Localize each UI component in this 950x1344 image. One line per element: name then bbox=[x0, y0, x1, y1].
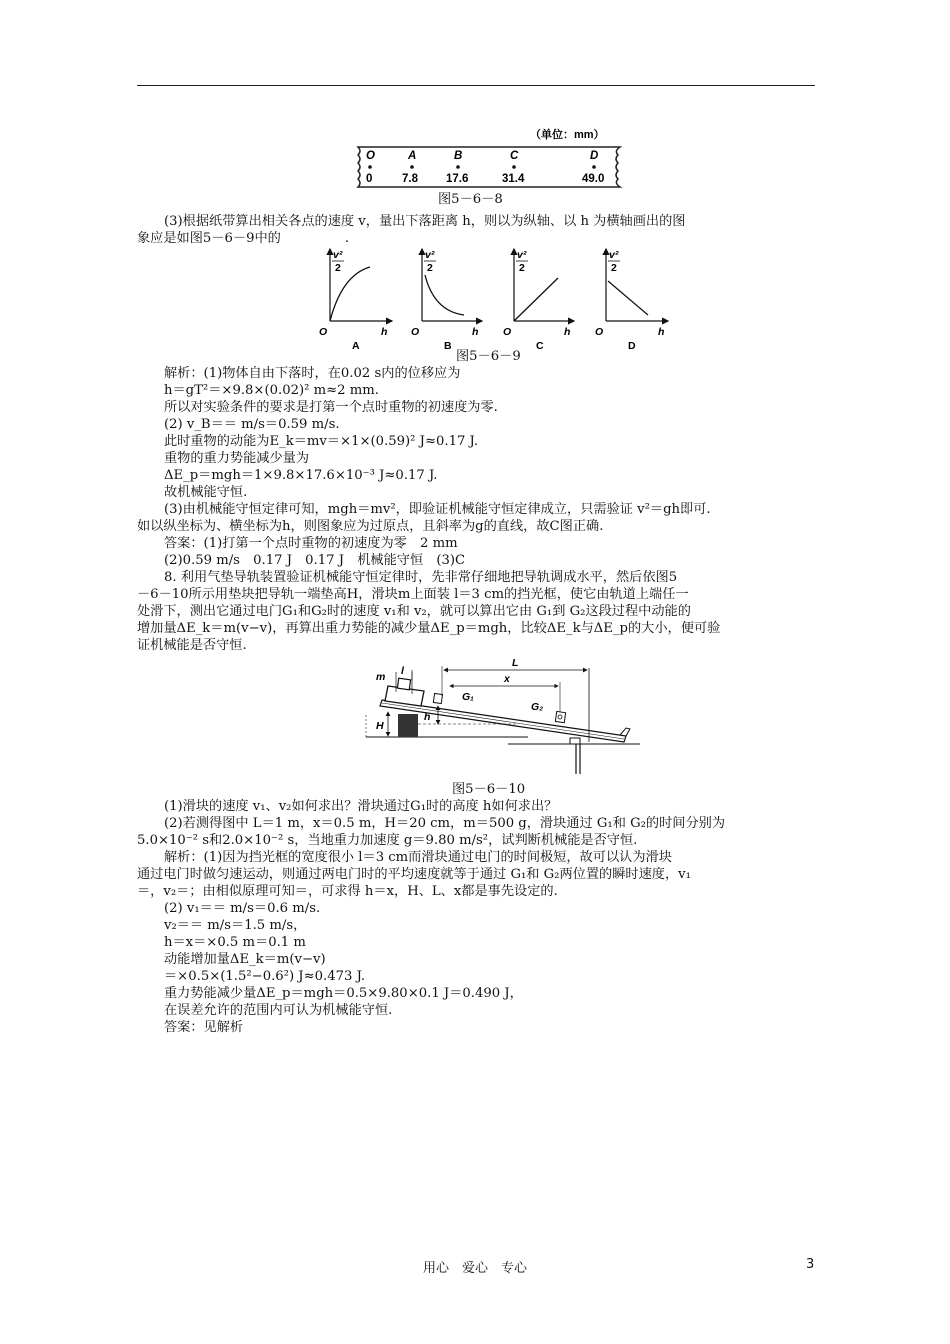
graph-d-xlabel: h bbox=[658, 326, 665, 338]
air-track-label-g2: G₂ bbox=[531, 701, 544, 713]
graph-d-ylabel-bottom: 2 bbox=[611, 262, 617, 274]
question-8-line: 处滑下，测出它通过电门G₁和G₂时的速度 v₁和 v₂，就可以算出它由 G₁到 G₂这段过程中动能的 bbox=[137, 604, 691, 619]
tape-value-d: 49.0 bbox=[582, 173, 605, 185]
solution1-line: 此时重物的动能为E_k＝mv＝×1×(0.59)² J≈0.17 J. bbox=[164, 434, 479, 449]
graph-c-ylabel-top: v² bbox=[517, 249, 527, 261]
graph-a-ylabel-top: v² bbox=[333, 249, 343, 261]
graph-a-origin: O bbox=[319, 326, 328, 338]
solution2-line: 通过电门时做匀速运动，则通过两电门时的平均速度就等于通过 G₁和 G₂两位置的瞬时速度，v₁ bbox=[137, 867, 691, 882]
graph-b-origin: O bbox=[411, 326, 420, 338]
air-track-label-m: m bbox=[376, 671, 386, 683]
solution1-line: 重物的重力势能减少量为 bbox=[164, 451, 310, 466]
tape-letter-a: A bbox=[408, 150, 417, 162]
page-number: 3 bbox=[806, 1257, 815, 1272]
solution1-line: 所以对实验条件的要求是打第一个点时重物的初速度为零. bbox=[164, 400, 498, 415]
graph-c-option: C bbox=[536, 340, 544, 352]
graph-b bbox=[411, 249, 482, 352]
graph-c-origin: O bbox=[503, 326, 512, 338]
solution2-line: h＝x＝×0.5 m＝0.1 m bbox=[164, 935, 306, 950]
question-8-line: －6－10所示用垫块把导轨一端垫高H，滑块m上面装 l＝3 cm的挡光框，使它由轨道上端任一 bbox=[137, 587, 689, 602]
caption-fig-5-6-9: 图5－6－9 bbox=[456, 349, 521, 364]
graph-d-option: D bbox=[628, 340, 636, 352]
tape-letter-o: O bbox=[366, 150, 375, 162]
tape-unit-label: （单位：mm） bbox=[530, 129, 605, 141]
solution1-line: (2) v_B＝＝ m/s＝0.59 m/s. bbox=[164, 417, 340, 432]
answer2-line: 答案：见解析 bbox=[164, 1020, 244, 1035]
solution2-line: v₂＝＝ m/s＝1.5 m/s， bbox=[164, 918, 307, 933]
graph-c-xlabel: h bbox=[564, 326, 571, 338]
graph-a-ylabel-bottom: 2 bbox=[335, 262, 341, 274]
tape-letter-b: B bbox=[454, 150, 463, 162]
graph-d-origin: O bbox=[595, 326, 604, 338]
solution1-line: 故机械能守恒. bbox=[164, 485, 248, 500]
caption-fig-5-6-8: 图5－6－8 bbox=[438, 192, 503, 207]
figure-air-track bbox=[358, 652, 640, 780]
question-8-line: 8. 利用气垫导轨装置验证机械能守恒定律时，先非常仔细地把导轨调成水平，然后依图5 bbox=[164, 570, 678, 585]
solution1-line: ΔE_p＝mgh＝1×9.8×17.6×10⁻³ J≈0.17 J. bbox=[164, 468, 438, 483]
tape-dot-a bbox=[410, 165, 414, 169]
solution1-line: 解析：(1)物体自由下落时，在0.02 s内的位移应为 bbox=[164, 366, 461, 381]
question-8-part: (1)滑块的速度 v₁、v₂如何求出？滑块通过G₁时的高度 h如何求出？ bbox=[164, 799, 558, 814]
air-track-label-x: x bbox=[504, 673, 510, 685]
air-track-label-h: h bbox=[424, 711, 431, 723]
graph-d-ylabel-top: v² bbox=[609, 249, 619, 261]
question-3-line1: (3)根据纸带算出相关各点的速度 v，量出下落距离 h，则以为纵轴、以 h 为横轴画出的图 bbox=[164, 214, 686, 229]
solution1-line: 如以纵坐标为、横坐标为h，则图象应为过原点，且斜率为g的直线，故C图正确. bbox=[137, 519, 604, 534]
tape-value-o: 0 bbox=[366, 173, 373, 185]
solution2-line: 解析：(1)因为挡光框的宽度很小 l＝3 cm而滑块通过电门的时间极短，故可以认为滑块 bbox=[164, 850, 672, 865]
caption-fig-5-6-10: 图5－6－10 bbox=[452, 782, 526, 797]
graph-d bbox=[595, 249, 668, 352]
graph-a bbox=[319, 249, 392, 352]
question-3-line2-end: . bbox=[344, 231, 350, 246]
solution1-line: h＝gT²＝×9.8×(0.02)² m≈2 mm. bbox=[164, 383, 379, 398]
tape-value-c: 31.4 bbox=[502, 173, 525, 185]
answer1-line: 答案：(1)打第一个点时重物的初速度为零 2 mm bbox=[164, 536, 458, 551]
solution2-line: ＝，v₂＝；由相似原理可知＝，可求得 h＝x，H、L、x都是事先设定的. bbox=[137, 884, 558, 899]
solution2-line: (2) v₁＝＝ m/s＝0.6 m/s. bbox=[164, 901, 321, 916]
question-8-part: 5.0×10⁻² s和2.0×10⁻² s，当地重力加速度 g＝9.80 m/s²，试判断机械能是否守恒. bbox=[137, 833, 638, 848]
question-8-line: 证机械能是否守恒. bbox=[137, 638, 247, 653]
tape-letter-d: D bbox=[590, 150, 599, 162]
figure-paper-tape bbox=[352, 125, 632, 190]
graph-a-option: A bbox=[352, 340, 360, 352]
air-track-label-g1: G₁ bbox=[462, 691, 474, 703]
air-track-label-l: l bbox=[401, 665, 404, 677]
tape-dot-c bbox=[512, 165, 516, 169]
graph-c-ylabel-bottom: 2 bbox=[519, 262, 525, 274]
solution2-line: 动能增加量ΔE_k＝m(v−v) bbox=[164, 952, 326, 967]
graph-b-option: B bbox=[444, 340, 452, 352]
solution1-line: (3)由机械能守恒定律可知，mgh＝mv²，即验证机械能守恒定律成立，只需验证 v²＝gh即可. bbox=[164, 502, 711, 517]
graph-c bbox=[503, 249, 574, 352]
tape-dot-o bbox=[368, 165, 372, 169]
figure-graph-options bbox=[312, 245, 682, 355]
tape-letter-c: C bbox=[510, 150, 519, 162]
tape-value-b: 17.6 bbox=[446, 173, 469, 185]
header-rule bbox=[137, 85, 815, 86]
air-track-label-L: L bbox=[512, 657, 519, 669]
solution2-line: 在误差允许的范围内可认为机械能守恒. bbox=[164, 1003, 393, 1018]
graph-a-xlabel: h bbox=[381, 326, 388, 338]
tape-dot-b bbox=[456, 165, 460, 169]
question-3-line2-text: 象应是如图5－6－9中的 bbox=[137, 231, 281, 246]
solution2-line: ＝×0.5×(1.5²−0.6²) J≈0.473 J. bbox=[164, 969, 366, 984]
graph-b-ylabel-top: v² bbox=[425, 249, 435, 261]
air-track-label-H: H bbox=[376, 720, 384, 732]
answer1-line: (2)0.59 m/s 0.17 J 0.17 J 机械能守恒 (3)C bbox=[164, 553, 466, 568]
question-8-part: (2)若测得图中 L＝1 m，x＝0.5 m，H＝20 cm，m＝500 g，滑块通过 G₁和 G₂的时间分别为 bbox=[164, 816, 726, 831]
graph-b-ylabel-bottom: 2 bbox=[427, 262, 433, 274]
solution2-line: 重力势能减少量ΔE_p＝mgh＝0.5×9.80×0.1 J＝0.490 J， bbox=[164, 986, 523, 1001]
question-8-line: 增加量ΔE_k＝m(v−v)，再算出重力势能的减少量ΔE_p＝mgh，比较ΔE_k与ΔE_p的大小，便可验 bbox=[137, 621, 721, 636]
page-footer: 用心 爱心 专心 bbox=[422, 1261, 527, 1276]
tape-dot-d bbox=[592, 165, 596, 169]
graph-b-xlabel: h bbox=[472, 326, 479, 338]
tape-value-a: 7.8 bbox=[402, 173, 418, 185]
